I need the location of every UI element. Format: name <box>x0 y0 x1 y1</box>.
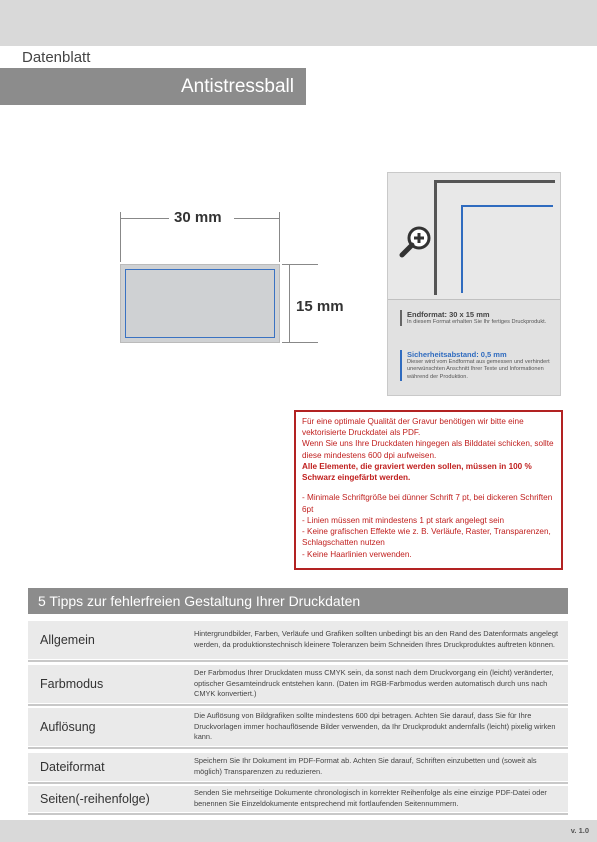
tip-row-aufloesung <box>28 708 568 746</box>
tip-row-dateiformat <box>28 753 568 781</box>
tip-row-farbmodus <box>28 665 568 703</box>
notice-line-1: Für eine optimale Qualität der Gravur benötigen wir bitte eine vektorisierte Druckdatei als PDF. <box>302 417 524 438</box>
endformat-title: Endformat: 30 x 15 mm <box>407 310 490 319</box>
height-dimension-line <box>289 265 290 342</box>
tip-text: Senden Sie mehrseitige Dokumente chronologisch in korrekter Reihenfolge als eine einzige PDF-Datei oder benennen Sie Einzeldokumente entsprechend mit fortlaufenden Seitennummern. <box>194 788 547 808</box>
width-label: 30 mm <box>174 209 222 226</box>
tip-title: Auflösung <box>40 720 96 734</box>
tip-title: Farbmodus <box>40 677 104 691</box>
tips-header: 5 Tipps zur fehlerfreien Gestaltung Ihrer Druckdaten <box>28 588 568 614</box>
height-extension-top <box>282 264 318 265</box>
safety-title: Sicherheitsabstand: 0,5 mm <box>407 350 507 359</box>
tip-title: Seiten(-reihenfolge) <box>40 792 150 806</box>
tip-text: Der Farbmodus Ihrer Druckdaten muss CMYK sein, da sonst nach dem Druckvorgang ein (leicht) veränderter, optischer Gesamteindruck entstehen kann. (Daten im RGB-Farbmodus werden automatisch durch uns nach CMYK konvertiert.) <box>194 667 554 699</box>
corner-preview <box>388 173 560 300</box>
page-title: Antistressball <box>181 76 294 97</box>
safety-text: Dieser wird vom Endformat aus gemessen und verhindert unerwünschten Anschnitt Ihrer Texte und Informationen während der Produktion. <box>407 359 550 380</box>
width-extension-left <box>120 212 121 262</box>
tip-row-allgemein <box>28 621 568 659</box>
height-label: 15 mm <box>296 298 344 315</box>
format-preview-panel <box>387 172 561 396</box>
height-extension-bottom <box>282 342 318 343</box>
notice-bullet: - Linien müssen mit mindestens 1 pt stark angelegt sein <box>302 515 505 525</box>
notice-bullet: - Minimale Schriftgröße bei dünner Schrift 7 pt, bei dickeren Schriften 6pt <box>302 493 553 514</box>
width-dimension-line-right <box>234 218 279 219</box>
document-type-label: Datenblatt <box>0 46 120 67</box>
notice-bullet: - Keine grafischen Effekte wie z. B. Verläufe, Raster, Transparenzen, Schlagschatten nutzen <box>302 527 551 548</box>
product-outline <box>120 264 280 343</box>
notice-line-2: Wenn Sie uns Ihre Druckdaten hingegen als Bilddatei schicken, sollte diese mindestens 600 dpi aufweisen. <box>302 439 554 460</box>
tip-row-seitenreihenfolge <box>28 786 568 812</box>
tip-title: Dateiformat <box>40 760 105 774</box>
notice-bullet: - Keine Haarlinien verwenden. <box>302 549 412 559</box>
version-label: v. 1.0 <box>570 826 589 835</box>
zoom-in-icon[interactable] <box>396 223 436 263</box>
tip-title: Allgemein <box>40 633 95 647</box>
width-dimension-line-left <box>121 218 169 219</box>
endformat-info <box>400 310 557 326</box>
safety-info <box>400 350 557 381</box>
footer-band <box>0 820 597 842</box>
tip-text: Hintergrundbilder, Farben, Verläufe und Grafiken sollten unbedingt bis an den Rand des Datenformats angelegt werden, da produktionstechnisch kleinere Toleranzen beim Schneiden Ihres Druckproduktes auftreten können. <box>194 629 559 649</box>
top-band <box>0 0 597 46</box>
engraving-notice <box>294 410 563 570</box>
notice-line-3: Alle Elemente, die graviert werden sollen, müssen in 100 % Schwarz eingefärbt werden. <box>302 461 532 483</box>
tip-text: Speichern Sie Ihr Dokument im PDF-Format ab. Achten Sie darauf, Schriften einzubetten und (soweit als möglich) Transparenzen zu reduzieren. <box>194 756 537 776</box>
endformat-text: In diesem Format erhalten Sie Ihr fertiges Druckprodukt. <box>407 319 547 325</box>
safety-area <box>125 269 275 338</box>
tip-text: Die Auflösung von Bildgrafiken sollte mindestens 600 dpi betragen. Achten Sie darauf, dass Sie für Ihre Druckvorlagen immer hochauflösende Bilder verwenden, da Ihr Druckprodukt andernfalls (leicht) pixelig wirken kann. <box>194 710 556 742</box>
width-extension-right <box>279 212 280 262</box>
safety-edge <box>461 205 553 293</box>
title-bar <box>0 68 306 105</box>
